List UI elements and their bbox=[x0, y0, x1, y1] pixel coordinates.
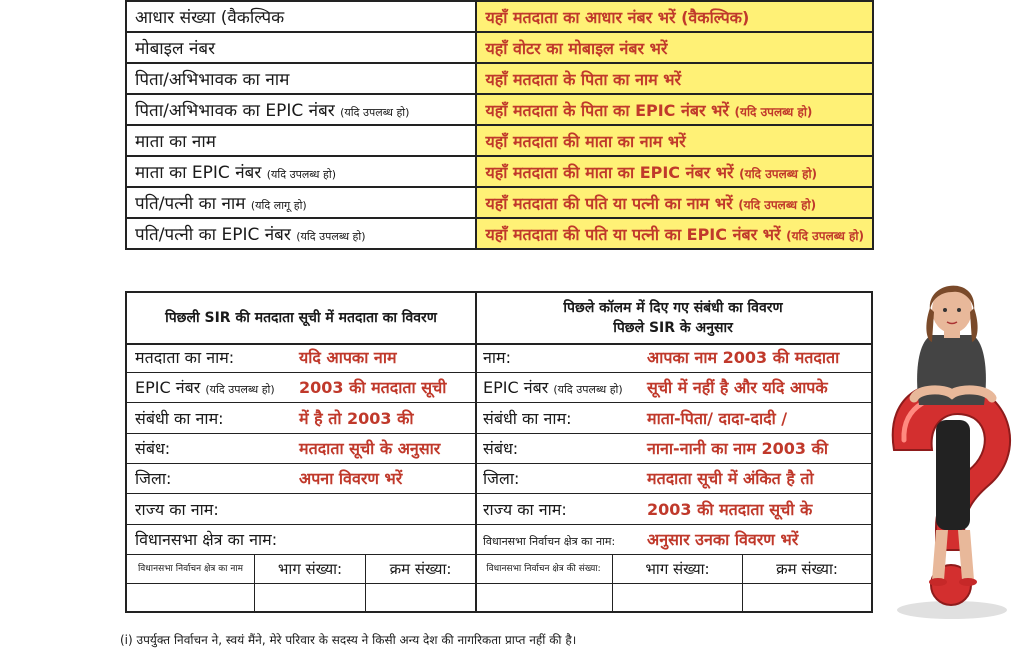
right-sub-constituency: विधानसभा निर्वाचन क्षेत्र की संख्या: bbox=[475, 555, 613, 584]
right-detail-row[interactable] bbox=[475, 404, 871, 434]
row-label: जिला: bbox=[135, 469, 172, 489]
field-label-text: पति/पत्नी का EPIC नंबर bbox=[135, 225, 291, 245]
row-label: संबंध: bbox=[483, 438, 519, 458]
left-sub-part-no-input[interactable] bbox=[255, 584, 366, 613]
voter-detail-row bbox=[126, 125, 873, 156]
left-detail-row[interactable] bbox=[127, 373, 475, 403]
right-sub-grid bbox=[475, 555, 871, 613]
left-sub-part-no: भाग संख्या: bbox=[255, 555, 366, 584]
left-sub-constituency-input[interactable] bbox=[127, 584, 255, 613]
field-label-text: मोबाइल नंबर bbox=[135, 39, 216, 59]
row-instruction: मतदाता सूची में अंकित है तो bbox=[647, 469, 814, 489]
left-detail-row[interactable] bbox=[127, 464, 475, 494]
field-label-note: (यदि लागू हो) bbox=[250, 199, 307, 212]
voter-detail-row bbox=[126, 156, 873, 187]
left-header: पिछली SIR की मतदाता सूची में मतदाता का विवरण bbox=[127, 293, 475, 345]
field-value-note: (यदि उपलब्ध हो) bbox=[786, 228, 864, 243]
row-instruction: माता-पिता/ दादा-दादी / bbox=[647, 408, 788, 428]
row-label: EPIC नंबर bbox=[483, 378, 549, 398]
field-value-input[interactable] bbox=[476, 156, 873, 187]
field-label bbox=[126, 32, 476, 63]
field-value-input[interactable] bbox=[476, 1, 873, 32]
field-label-text: पति/पत्नी का नाम bbox=[135, 194, 246, 214]
row-instruction: अपना विवरण भरें bbox=[299, 469, 403, 489]
field-value-note: (यदि उपलब्ध हो) bbox=[734, 104, 813, 119]
right-header-line2: पिछले SIR के अनुसार bbox=[613, 320, 733, 336]
row-label: संबंधी का नाम: bbox=[135, 408, 224, 428]
row-instruction: में है तो 2003 की bbox=[299, 408, 414, 428]
previous-sir-table bbox=[125, 291, 873, 613]
voter-detail-row bbox=[126, 218, 873, 249]
field-label-note: (यदि उपलब्ध हो) bbox=[296, 230, 366, 243]
right-sub-serial-no-input[interactable] bbox=[743, 584, 871, 613]
field-label bbox=[126, 1, 476, 32]
field-value-input[interactable] bbox=[476, 63, 873, 94]
left-sub-grid bbox=[127, 555, 475, 613]
field-value-input[interactable] bbox=[476, 187, 873, 218]
left-detail-row[interactable] bbox=[127, 404, 475, 434]
voter-detail-row bbox=[126, 94, 873, 125]
field-value-input[interactable] bbox=[476, 94, 873, 125]
field-value-note: (यदि उपलब्ध हो) bbox=[739, 166, 818, 181]
right-sub-part-no-input[interactable] bbox=[613, 584, 743, 613]
right-sub-part-no: भाग संख्या: bbox=[613, 555, 743, 584]
field-label-text: माता का नाम bbox=[135, 132, 216, 152]
row-instruction: अनुसार उनका विवरण भरें bbox=[647, 529, 799, 549]
field-value-text: यहाँ मतदाता की माता का EPIC नंबर भरें bbox=[485, 162, 734, 182]
field-value-text: यहाँ मतदाता की माता का नाम भरें bbox=[485, 131, 686, 151]
field-label bbox=[126, 187, 476, 218]
field-value-text: यहाँ मतदाता का आधार नंबर भरें (वैकल्पिक) bbox=[485, 7, 750, 27]
row-label-note: विधानसभा निर्वाचन क्षेत्र का नाम: bbox=[483, 534, 616, 548]
row-label: संबंध: bbox=[135, 438, 171, 458]
field-value-input[interactable] bbox=[476, 125, 873, 156]
row-instruction: सूची में नहीं है और यदि आपके bbox=[647, 378, 828, 398]
field-label bbox=[126, 125, 476, 156]
left-detail-row[interactable] bbox=[127, 495, 475, 525]
voter-detail-row bbox=[126, 1, 873, 32]
row-label: मतदाता का नाम: bbox=[135, 348, 235, 367]
row-instruction: आपका नाम 2003 की मतदाता bbox=[647, 348, 840, 367]
right-detail-row[interactable] bbox=[475, 434, 871, 464]
field-value-note: (यदि उपलब्ध हो) bbox=[738, 197, 817, 212]
right-header bbox=[475, 293, 871, 345]
field-label-text: पिता/अभिभावक का नाम bbox=[135, 70, 290, 90]
field-label-text: आधार संख्या (वैकल्पिक bbox=[135, 8, 285, 28]
row-instruction: मतदाता सूची के अनुसार bbox=[299, 438, 441, 458]
voter-details-table bbox=[125, 0, 874, 250]
field-value-text: यहाँ मतदाता की पति या पत्नी का EPIC नंबर भरें bbox=[485, 224, 781, 244]
row-instruction: नाना-नानी का नाम 2003 की bbox=[647, 438, 829, 458]
left-detail-row[interactable] bbox=[127, 343, 475, 373]
left-sub-serial-no-input[interactable] bbox=[366, 584, 475, 613]
woman-question-mark-illustration bbox=[874, 280, 1024, 620]
field-value-text: यहाँ मतदाता की पति या पत्नी का नाम भरें bbox=[485, 193, 733, 213]
row-label: राज्य का नाम: bbox=[135, 499, 219, 519]
voter-detail-row bbox=[126, 187, 873, 218]
right-column bbox=[475, 293, 871, 611]
field-value-text: यहाँ वोटर का मोबाइल नंबर भरें bbox=[485, 38, 668, 58]
left-column bbox=[127, 293, 477, 611]
field-label-note: (यदि उपलब्ध हो) bbox=[266, 168, 337, 181]
left-sub-constituency: विधानसभा निर्वाचन क्षेत्र का नाम bbox=[127, 555, 255, 584]
right-detail-row[interactable] bbox=[475, 525, 871, 555]
row-label: जिला: bbox=[483, 469, 520, 489]
declaration-text: (i) उपर्युक्त निर्वाचन ने, स्वयं मैंने, मेरे परिवार के सदस्य ने किसी अन्य देश की नागरिकता प्राप्त नहीं की है। bbox=[120, 633, 577, 647]
cut-off-text-line bbox=[120, 655, 860, 663]
row-instruction: 2003 की मतदाता सूची के bbox=[647, 499, 813, 519]
row-label: संबंधी का नाम: bbox=[483, 408, 572, 428]
voter-detail-row bbox=[126, 32, 873, 63]
field-label-note: (यदि उपलब्ध हो) bbox=[340, 106, 410, 119]
row-label: विधानसभा क्षेत्र का नाम: bbox=[135, 529, 278, 549]
row-label: राज्य का नाम: bbox=[483, 499, 567, 519]
left-detail-row[interactable] bbox=[127, 525, 475, 555]
right-detail-row[interactable] bbox=[475, 464, 871, 494]
left-sub-serial-no: क्रम संख्या: bbox=[366, 555, 475, 584]
field-label-text: पिता/अभिभावक का EPIC नंबर bbox=[135, 101, 335, 121]
field-label bbox=[126, 63, 476, 94]
field-label-text: माता का EPIC नंबर bbox=[135, 163, 262, 183]
right-header-line1: पिछले कॉलम में दिए गए संबंधी का विवरण bbox=[563, 300, 783, 316]
field-value-input[interactable] bbox=[476, 32, 873, 63]
row-label: नाम: bbox=[483, 348, 511, 367]
right-detail-row[interactable] bbox=[475, 343, 871, 373]
voter-detail-row bbox=[126, 63, 873, 94]
field-label bbox=[126, 156, 476, 187]
right-sub-serial-no: क्रम संख्या: bbox=[743, 555, 871, 584]
field-label bbox=[126, 218, 476, 249]
row-label: EPIC नंबर bbox=[135, 378, 201, 398]
right-detail-row[interactable] bbox=[475, 373, 871, 403]
row-label-note: (यदि उपलब्ध हो) bbox=[553, 383, 623, 397]
field-value-input[interactable] bbox=[476, 218, 873, 249]
right-detail-row[interactable] bbox=[475, 495, 871, 525]
field-value-text: यहाँ मतदाता के पिता का EPIC नंबर भरें bbox=[485, 100, 729, 120]
field-value-text: यहाँ मतदाता के पिता का नाम भरें bbox=[485, 69, 682, 89]
row-instruction: यदि आपका नाम bbox=[299, 348, 397, 367]
row-instruction: 2003 की मतदाता सूची bbox=[299, 378, 447, 398]
row-label-note: (यदि उपलब्ध हो) bbox=[205, 383, 275, 397]
left-detail-row[interactable] bbox=[127, 434, 475, 464]
field-label bbox=[126, 94, 476, 125]
right-sub-constituency-input[interactable] bbox=[475, 584, 613, 613]
